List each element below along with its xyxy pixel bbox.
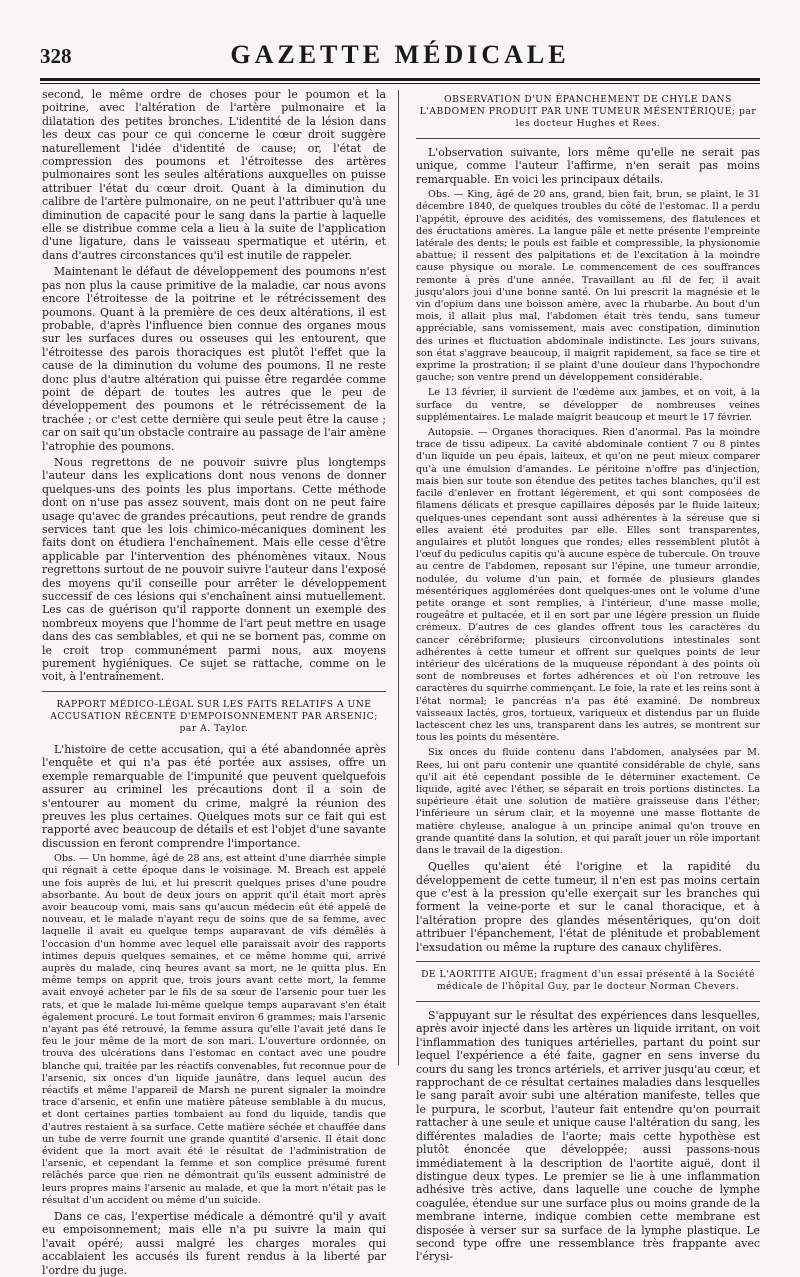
left-observation: Obs. — Un homme, âgé de 28 ans, est atteint d'une diarrhée simple qui régnait à cette époque dans le voisinage. M. Breach est appelé une fois auprès de lui, et lui prescrit quelques prises d'une poudre absorbante. Au bout de deux jours on apprit qu'il était mort après avoir beaucoup vomi, mais sans qu'aucun médecin eût été appelé de nouveau, et le malade n'ayant reçu de soins que de sa femme, avec laquelle il avait eu quelque temps auparavant de vifs démêlés à l'occasion d'un homme avec lequel elle paraissait avoir des rapports intimes depuis quelques semaines, et ce même homme qui, arrivé auprès du malade, cinq heures avant sa mort, ne le quitta plus. En même temps on apprit que, trois jours avant cette mort, la femme avait envoyé acheter par le fils de sa sœur de l'arsenic pour tuer les rats, et que le malade lui-même quelque temps auparavant s'en était également procuré. Le tout formait environ 6 grammes; mais l'arsenic n'ayant pas été retrouvé, la femme assura qu'elle l'avait jeté dans le feu le jour même de la mort de son mari. L'ouverture ordonnée, on trouva des ulcérations dans l'estomac en contact avec une poudre blanche qui, traitée par les réactifs convenables, fut reconnue pour de l'arsenic, six onces d'un liquide jaunâtre, dans lequel aucun des réactifs et même l'appareil de Marsh ne purent signaler la moindre trace d'arsenic, et enfin une matière pâteuse semblable à du mucus, et dont certaines parties tombaient au fond du liquide, tandis que d'autres restaient à sa surface. Cette matière séchée et chauffée dans un tube de verre fournit une grande quantité d'arsenic. Il était donc évident que la mort avait été le résultat de l'administration de l'arsenic, et cependant la femme et son complice présumé furent relâchés parce que rien ne démontrait qu'ils eussent administré de leurs propres mains l'arsenic au malade, et que la mort n'était pas le résultat d'un accident ou même d'un suicide.	[42, 853, 386, 1206]
left-paragraph-4: L'histoire de cette accusation, qui a été abandonnée après l'enquête et qui n'a pas été portée aux assises, offre un exemple remarquable de l'impunité que peuvent quelquefois assurer au criminel les précautions dont il a soin de s'entourer au moment du crime, malgré la réunion des preuves les plus certaines. Quelques mots sur ce fait qui est rapporté avec beaucoup de détails et est l'objet d'une savante discussion en feront comprendre l'importance.	[42, 742, 386, 850]
left-paragraph-6: Dans ce cas, l'expertise médicale a démontré qu'il y avait eu empoisonnement; mais elle n'a pu suivre la main qui l'avait opéré; aussi malgré les charges morales qui accablaient les accusés ils furent rendus à la liberté par l'ordre du juge.	[42, 1210, 386, 1277]
right-paragraph-1: L'observation suivante, lors même qu'elle ne serait pas unique, comme l'auteur l'affirme, n'en serait pas moins remarquable. En voici les principaux détails.	[416, 146, 760, 186]
section-separator	[42, 691, 386, 692]
section-heading-arsenic: RAPPORT MÉDICO-LÉGAL SUR LES FAITS RELATIFS A UNE ACCUSATION RÉCENTE D'EMPOISONNEMENT PAR ARSENIC; par A. Taylor.	[50, 698, 378, 734]
header-rule-thick	[40, 78, 760, 81]
column-divider	[398, 90, 399, 1065]
left-column	[42, 88, 386, 1277]
right-observation: Obs. — King, âgé de 20 ans, grand, bien fait, brun, se plaint, le 31 décembre 1840, de quelques troubles du côté de l'estomac. Il a perdu l'appétit, éprouve des acidités, des vomissemens, des flatulences et des éructations amères. La langue pâle et nette présente l'empreinte latérale des dents; le pouls est faible et compressible, la physionomie abattue; il ressent des palpitations et de l'excitation à la moindre cause physique ou morale. Le commencement de ces souffrances remonte à près d'une année. Travaillant au fil de fer, il avait jusqu'alors joui d'une bonne santé. On lui prescrit la magnésie et le vin d'opium dans une boisson amère, avec la rhubarbe. Au bout d'un mois, il allait plus mal, l'abdomen était très tendu, sans tumeur appréciable, sans vomissement, mais avec constipation, diminution des urines et fluctuation abdominale indistincte. Les jours suivans, son état s'aggrave beaucoup, il maigrit rapidement, sa face se tire et exprime la prostration; il se plaint d'une douleur dans l'hypochondre gauche; son ventre prend un développement considérable.	[416, 189, 760, 384]
right-paragraph-7: S'appuyant sur le résultat des expériences dans lesquelles, après avoir injecté dans les artères un liquide irritant, on voit l'inflammation des tuniques artérielles, partant du point sur lequel l'expérience a été faite, gagner en sens inverse du cours du sang les troncs artériels, et arriver jusqu'au cœur, et rapprochant de ce résultat certaines maladies dans lesquelles le sang paraît avoir subi une altération manifeste, telles que le purpura, le scorbut, l'auteur fait entendre qu'on pourrait rattacher à une seule et unique cause l'altération du sang, les différentes maladies de l'aorte; mais cette hypothèse est plutôt énoncée que développée; aussi passons-nous immédiatement à la description de l'aortite aiguë, dont il distingue deux types. Le premier se lie à une inflammation adhésive très active, dans laquelle une couche de lymphe coagulée, étendue sur une surface plus ou moins grande de la membrane interne, indique combien cette membrane est disposée à verser sur sa surface de la lymphe plastique. Le second type offre une ressemblance très frappante avec l'érysi-	[416, 1009, 760, 1264]
section-heading-aortite: DE L'AORTITE AIGUE; fragment d'un essai présenté à la Société médicale de l'hôpital Guy, par le docteur Norman Chevers.	[421, 969, 755, 993]
left-paragraph-1: second, le même ordre de choses pour le poumon et la poitrine, avec l'altération de l'artère pulmonaire et la dilatation des petites bronches. L'identité de la lésion dans les deux cas pour ce qui concerne le cœur droit suggère naturellement l'idée d'identité de cause; or, l'état de compression des poumons et l'étroitesse des artères pulmonaires sont les seules altérations auxquelles on puisse attribuer l'état du cœur droit. Quant à la diminution du calibre de l'artère pulmonaire, on ne peut l'attribuer qu'à une diminution de capacité pour le sang dans la partie à laquelle elle se distribue comme cela a lieu à la suite de l'application d'une ligature, dans le vaisseau spermatique et utérin, et dans d'autres circonstances qu'il est inutile de rappeler.	[42, 88, 386, 262]
section-separator	[416, 961, 760, 962]
section-separator	[416, 1001, 760, 1002]
journal-title: GAZETTE MÉDICALE	[230, 40, 570, 69]
page-number: 328	[40, 44, 72, 68]
page-header	[40, 38, 760, 78]
header-rule-thin	[40, 83, 760, 84]
right-paragraph-3: Le 13 février, il survient de l'œdème aux jambes, et on voit, à la surface du ventre, se développer de nombreuses veines supplémentaires. Le malade maigrit beaucoup et meurt le 17 février.	[416, 387, 760, 423]
left-paragraph-2: Maintenant le défaut de développement des poumons n'est pas non plus la cause primitive de la maladie, car nous avons encore l'étroitesse de la poitrine et le rétrécissement des poumons. Quant à la première de ces deux altérations, il est probable, d'après l'influence bien connue des organes mous sur les surfaces dures ou osseuses qui les entourent, que l'étroitesse des parois thoraciques est plutôt l'effet que la cause de la diminution du volume des poumons. Il ne reste donc plus d'autre altération qui puisse être regardée comme point de départ de toutes les autres que le peu de développement des poumons et le rétrécissement de la trachée ; or c'est cette dernière qui seule peut être la cause ; car on sait qu'un obstacle contraire au passage de l'air amène l'atrophie des poumons.	[42, 265, 386, 453]
section-heading-chyle: OBSERVATION D'UN ÉPANCHEMENT DE CHYLE DANS L'ABDOMEN PRODUIT PAR UNE TUMEUR MÉSENTÉRIQUE; par les docteur Hughes et Rees.	[419, 94, 757, 129]
right-autopsy: Autopsie. — Organes thoraciques. Rien d'anormal. Pas la moindre trace de tissu adipeux. La cavité abdominale contient 7 ou 8 pintes d'un liquide un peu épais, laiteux, et qu'on ne peut mieux comparer qu'à une émulsion d'amandes. Le péritoine n'offre pas d'injection, mais bien sur toute son étendue des petites taches blanches, qu'il est facile d'enlever en frottant légèrement, et qui sont composées de filamens délicats et presque capillaires déposés par le fluide laiteux; quelques-unes cependant sont aussi adhérentes à la séreuse que si elles avaient été produites par elle. Elles sont transparentes, angulaires et plutôt longues que rondes; elles ressemblent plutôt à l'œuf du pediculus capitis qu'à aucune espèce de tubercule. On trouve au centre de l'abdomen, reposant sur l'épine, une tumeur arrondie, nodulée, du volume d'un pain, et formée de plusieurs glandes mésentériques agglomérées dont quelques-unes ont le volume d'une petite orange et sont remplies, à l'intérieur, d'une masse molle, rougeâtre et pultacée, et il en sort par une légère pression un fluide crémeux. D'autres de ces glandes offrent tous les caractères du cancer cérébriforme; plusieurs circonvolutions intestinales sont adhérentes à cette tumeur et offrent sur quelques points de leur intérieur des ulcérations de la muqueuse répondant à des points où sont de nombreuses et fortes adhérences et où l'on retrouve les caractères du squirrhe commençant. Le foie, la rate et les reins sont à l'état normal; le pancréas n'a pas été examiné. De nombreux vaisseaux lactés, gros, tortueux, variqueux et distendus par un fluide lactescent chez les uns, transparent dans les autres, se montrent sur tous les points du mésentère.	[416, 427, 760, 744]
right-column	[416, 88, 760, 1264]
right-paragraph-6: Quelles qu'aient été l'origine et la rapidité du développement de cette tumeur, il n'en est pas moins certain que c'est à la pression qu'elle exerçait sur les branches qui forment la veine-porte et sur le canal thoracique, et à l'altération propre des glandes mésentériques, qu'on doit attribuer l'épanchement, l'état de plénitude et probablement l'exsudation ou même la rupture des canaux chylifères.	[416, 860, 760, 954]
right-paragraph-5: Six onces du fluide contenu dans l'abdomen, analysées par M. Rees, lui ont paru contenir une quantité considérable de chyle, sans qu'il ait été cependant possible de le déterminer exactement. Ce liquide, agité avec l'éther, se séparait en trois portions distinctes. La supérieure était une solution de matière graisseuse dans l'éther; l'inférieure un sérum clair, et la moyenne une masse flottante de matière chyleuse, analogue à un principe animal qu'on trouve en grande quantité dans la solution, et qui paraît jouer un rôle important dans le travail de la digestion.	[416, 747, 760, 856]
section-separator	[416, 138, 760, 139]
left-paragraph-3: Nous regrettons de ne pouvoir suivre plus longtemps l'auteur dans les explications dont nous venons de donner quelques-uns des points les plus importans. Cette méthode dont on n'use pas assez souvent, mais dont on ne peut faire usage qu'avec de grandes précautions, peut rendre de grands services tant que les lois chimico-mécaniques dominent les faits dont on étudiera l'enchaînement. Mais elle cesse d'être applicable par l'intervention des phénomènes vitaux. Nous regrettons surtout de ne pouvoir suivre l'auteur dans l'exposé des moyens qu'il conseille pour arrêter le développement successif de ces lésions qui s'enchaînent ainsi mutuellement. Les cas de guérison qu'il rapporte donnent un exemple des nombreux moyens que l'homme de l'art peut mettre en usage dans des cas semblables, et qui ne se bornent pas, comme on le croit trop communément parmi nous, aux moyens purement hygiéniques. Ce sujet se rattache, comme on le voit, à l'entraînement.	[42, 455, 386, 684]
